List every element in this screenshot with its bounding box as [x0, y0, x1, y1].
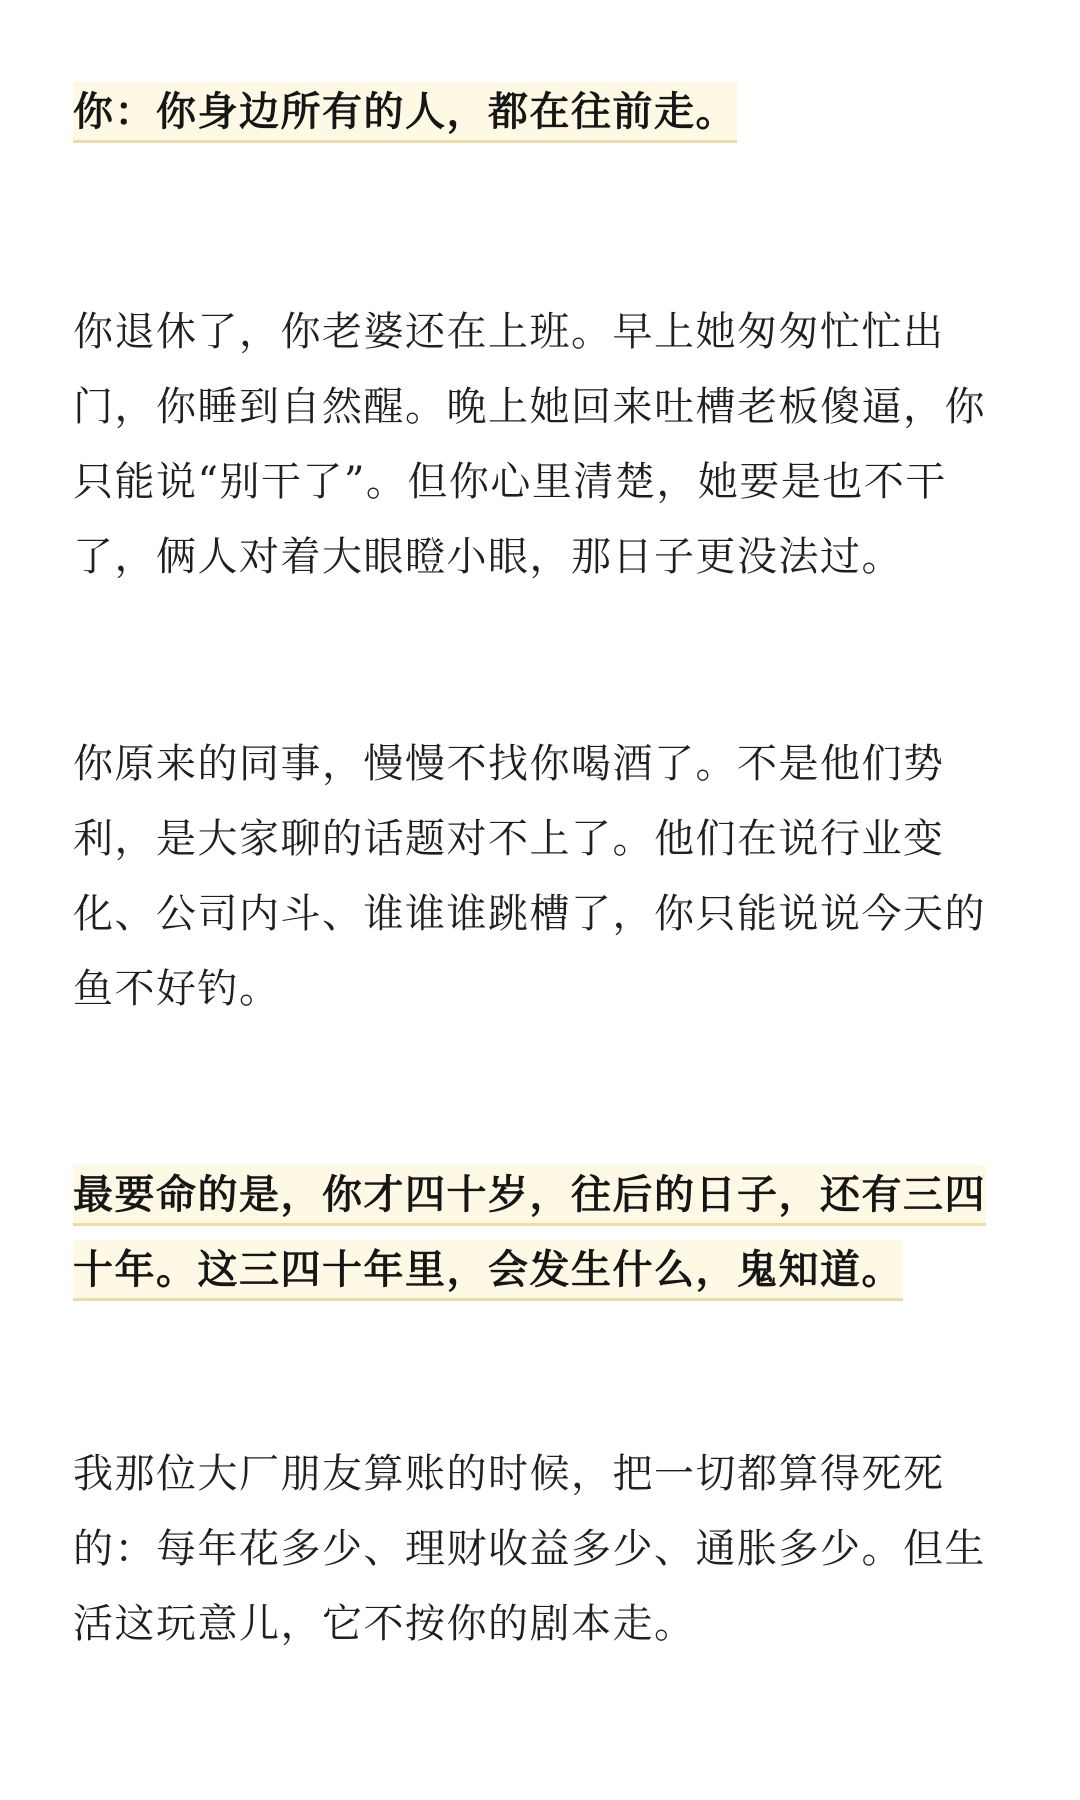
article-body [73, 74, 1003, 1662]
body-paragraph: 你退休了，你老婆还在上班。早上她匆匆忙忙出门，你睡到自然醒。晚上她回来吐槽老板傻逼，你只能说“别干了”。但你心里清楚，她要是也不干了，俩人对着大眼瞪小眼，那日子更没法过。 [73, 309, 986, 580]
body-paragraph: 你原来的同事，慢慢不找你喝酒了。不是他们势利，是大家聊的话题对不上了。他们在说行业变化、公司内斗、谁谁谁跳槽了，你只能说说今天的鱼不好钓。 [73, 741, 986, 1012]
highlight-mark: 最要命的是，你才四十岁，往后的日子，还有三四十年。这三四十年里，会发生什么，鬼知道。 [73, 1165, 986, 1301]
highlighted-key-paragraph [73, 1157, 1003, 1307]
highlighted-quote-paragraph [73, 74, 1003, 149]
body-paragraph: 我那位大厂朋友算账的时候，把一切都算得死死的：每年花多少、理财收益多少、通胀多少。但生活这玩意儿，它不按你的剧本走。 [73, 1451, 986, 1647]
highlight-mark: 你：你身边所有的人，都在往前走。 [73, 82, 737, 143]
